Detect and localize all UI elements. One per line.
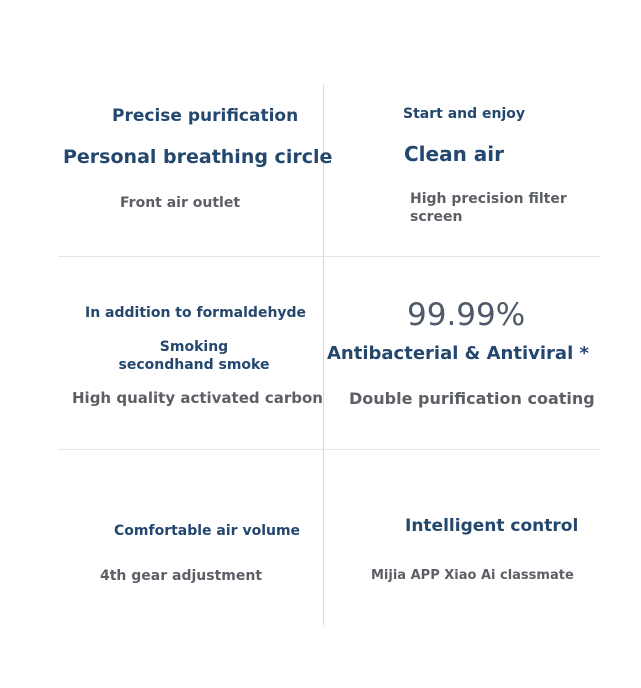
horizontal-divider-top	[58, 256, 600, 257]
feature-title-antibacterial: Antibacterial & Antiviral *	[327, 343, 589, 364]
feature-heading-precise-purification: Precise purification	[112, 106, 299, 126]
feature-heading-intelligent-control: Intelligent control	[405, 516, 579, 536]
feature-heading-percentage: 99.99%	[407, 297, 526, 333]
feature-detail-activated-carbon: High quality activated carbon	[72, 389, 323, 407]
feature-title-secondhand-smoke: Smoking secondhand smoke	[118, 339, 270, 373]
feature-detail-front-air-outlet: Front air outlet	[120, 195, 241, 211]
feature-heading-formaldehyde: In addition to formaldehyde	[85, 305, 307, 321]
feature-detail-mijia-app: Mijia APP Xiao Ai classmate	[371, 568, 574, 583]
feature-detail-purification-coating: Double purification coating	[349, 389, 595, 408]
feature-heading-start-and-enjoy: Start and enjoy	[403, 106, 526, 122]
feature-title-clean-air: Clean air	[404, 142, 505, 166]
feature-detail-filter-screen: High precision filter screen	[410, 191, 567, 225]
feature-heading-air-volume: Comfortable air volume	[114, 523, 301, 539]
feature-title-personal-breathing-circle: Personal breathing circle	[63, 146, 333, 168]
feature-detail-gear-adjustment: 4th gear adjustment	[100, 568, 263, 584]
horizontal-divider-bottom	[58, 449, 600, 450]
